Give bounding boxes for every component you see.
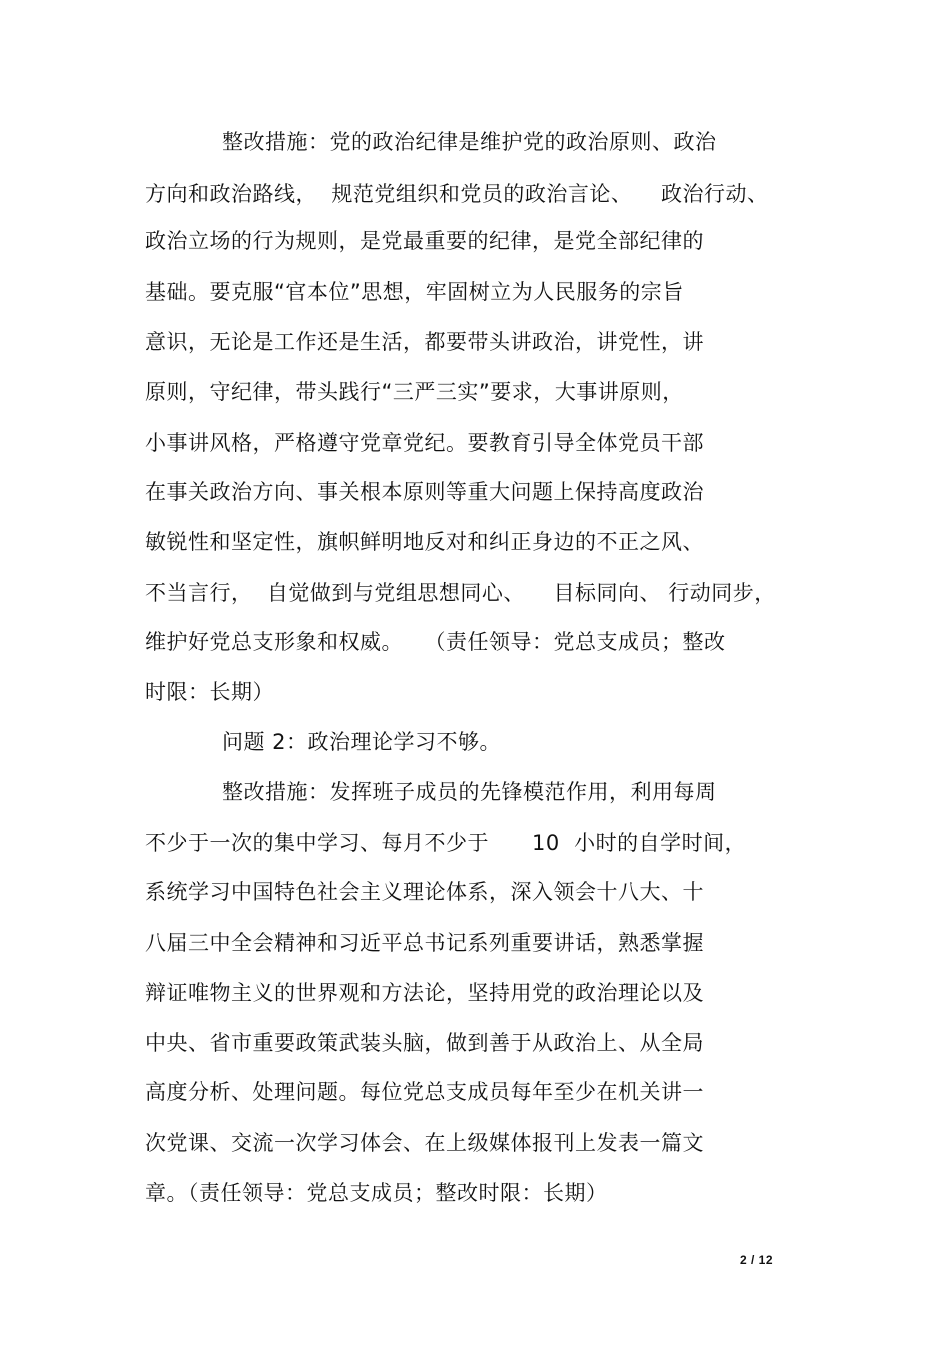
page-number: 2 / 12 bbox=[740, 1253, 774, 1267]
text-line-18: 辩证唯物主义的世界观和方法论，坚持用党的政治理论以及 bbox=[145, 981, 704, 1005]
text-line-14: 整改措施：发挥班子成员的先锋模范作用，利用每周 bbox=[222, 780, 717, 804]
text-line-1: 整改措施：党的政治纪律是维护党的政治原则、政治 bbox=[222, 130, 717, 154]
text-line-16: 系统学习中国特色社会主义理论体系，深入领会十八大、十 bbox=[145, 880, 704, 904]
text-line-22: 章。（责任领导：党总支成员；整改时限：长期） bbox=[145, 1181, 608, 1205]
text-line-19: 中央、省市重要政策武装头脑，做到善于从政治上、从全局 bbox=[145, 1031, 704, 1055]
text-line-9: 敏锐性和坚定性，旗帜鲜明地反对和纠正身边的不正之风、 bbox=[145, 530, 704, 554]
text-line-11: 维护好党总支形象和权威。 （责任领导：党总支成员；整改 bbox=[145, 630, 726, 654]
section-heading-problem-2: 问题 2：政治理论学习不够。 bbox=[222, 730, 502, 754]
text-line-6: 原则，守纪律，带头践行“三严三实”要求，大事讲原则， bbox=[145, 380, 684, 404]
text-line-15: 不少于一次的集中学习、每月不少于 10 小时的自学时间， bbox=[145, 831, 747, 855]
text-line-8: 在事关政治方向、事关根本原则等重大问题上保持高度政治 bbox=[145, 480, 704, 504]
text-line-2: 方向和政治路线， 规范党组织和党员的政治言论、 政治行动、 bbox=[145, 182, 769, 206]
text-line-7: 小事讲风格，严格遵守党章党纪。要教育引导全体党员干部 bbox=[145, 431, 704, 455]
text-line-4: 基础。要克服“官本位”思想，牢固树立为人民服务的宗旨 bbox=[145, 280, 684, 304]
text-line-12: 时限：长期） bbox=[145, 680, 274, 704]
text-line-17: 八届三中全会精神和习近平总书记系列重要讲话，熟悉掌握 bbox=[145, 931, 704, 955]
text-line-5: 意识，无论是工作还是生活，都要带头讲政治，讲党性，讲 bbox=[145, 330, 704, 354]
text-line-21: 次党课、交流一次学习体会、在上级媒体报刊上发表一篇文 bbox=[145, 1131, 704, 1155]
text-line-3: 政治立场的行为规则，是党最重要的纪律，是党全部纪律的 bbox=[145, 229, 704, 253]
text-line-20: 高度分析、处理问题。每位党总支成员每年至少在机关讲一 bbox=[145, 1080, 704, 1104]
text-line-10: 不当言行， 自觉做到与党组思想同心、 目标同向、 行动同步， bbox=[145, 581, 776, 605]
